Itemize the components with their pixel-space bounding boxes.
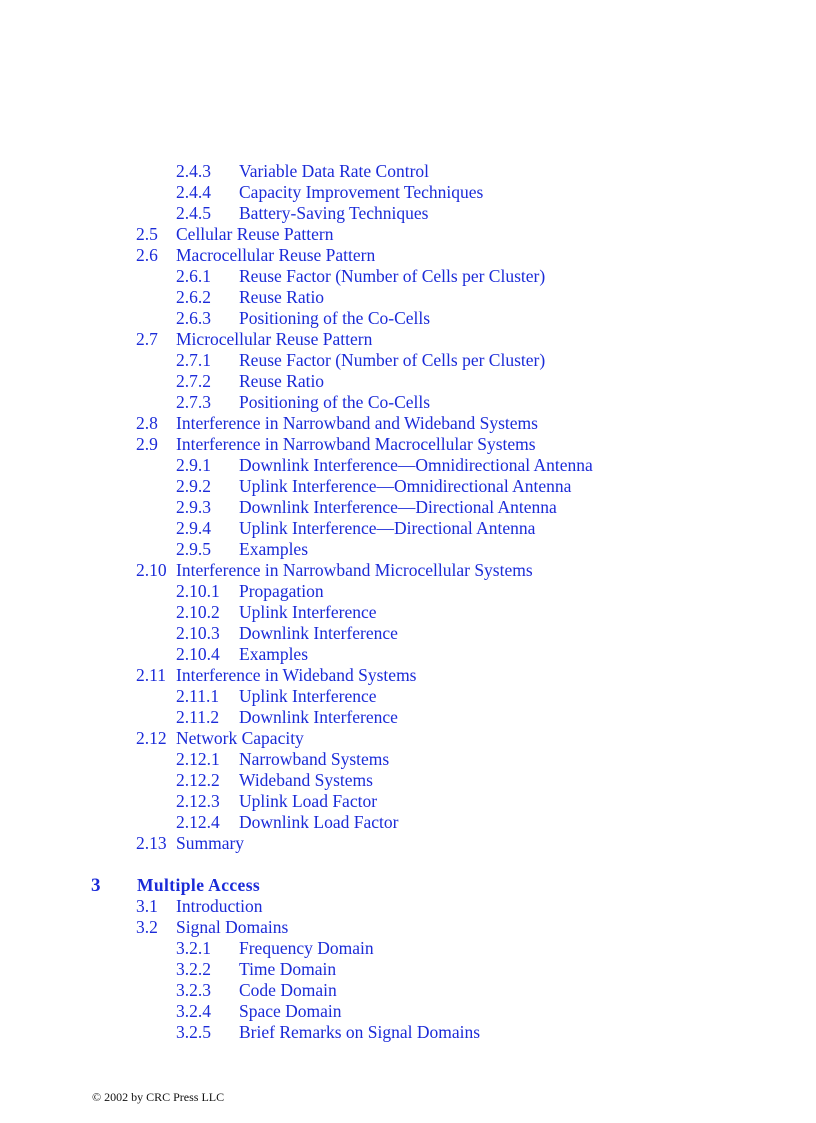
toc-entry-title: Space Domain xyxy=(239,1001,342,1021)
toc-section-link[interactable] xyxy=(0,728,816,749)
toc-entry-title: Wideband Systems xyxy=(239,770,373,790)
toc-entry-title: Interference in Narrowband and Wideband Systems xyxy=(176,413,538,433)
toc-subsection-link[interactable] xyxy=(0,350,816,371)
toc-entry-title: Network Capacity xyxy=(176,728,304,748)
toc-entry-number: 3.2.3 xyxy=(176,980,211,1000)
toc-section-link[interactable] xyxy=(0,245,816,266)
toc-section-link[interactable] xyxy=(0,434,816,455)
toc-entry-number: 2.6.2 xyxy=(176,287,211,307)
toc-entry-number: 2.10.1 xyxy=(176,581,220,601)
toc-entry-number: 2.4.5 xyxy=(176,203,211,223)
toc-entry-number: 2.4.3 xyxy=(176,161,211,181)
toc-subsection-link[interactable] xyxy=(0,371,816,392)
toc-chapter-link[interactable] xyxy=(0,875,816,896)
toc-subsection-link[interactable] xyxy=(0,623,816,644)
toc-entry-number: 3.1 xyxy=(136,896,158,916)
toc-entry-title: Uplink Interference—Directional Antenna xyxy=(239,518,536,538)
toc-entry-title: Cellular Reuse Pattern xyxy=(176,224,334,244)
toc-entry-number: 2.12.2 xyxy=(176,770,220,790)
toc-entry-number: 2.9.1 xyxy=(176,455,211,475)
toc-entry-number: 2.11.1 xyxy=(176,686,220,706)
toc-section-link[interactable] xyxy=(0,413,816,434)
toc-entry-number: 3.2 xyxy=(136,917,158,937)
toc-entry-number: 2.6 xyxy=(136,245,158,265)
toc-entry-number: 3.2.5 xyxy=(176,1022,211,1042)
toc-subsection-link[interactable] xyxy=(0,287,816,308)
toc-subsection-link[interactable] xyxy=(0,161,816,182)
toc-entry-number: 2.9.3 xyxy=(176,497,211,517)
toc-subsection-link[interactable] xyxy=(0,266,816,287)
toc-subsection-link[interactable] xyxy=(0,686,816,707)
toc-entry-number: 2.7 xyxy=(136,329,158,349)
toc-entry-title: Time Domain xyxy=(239,959,337,979)
toc-entry-number: 2.7.3 xyxy=(176,392,211,412)
toc-subsection-link[interactable] xyxy=(0,980,816,1001)
toc-entry-number: 3.2.2 xyxy=(176,959,211,979)
toc-section-link[interactable] xyxy=(0,329,816,350)
toc-subsection-link[interactable] xyxy=(0,539,816,560)
toc-entry-number: 2.11 xyxy=(136,665,166,685)
table-of-contents xyxy=(0,161,816,1043)
toc-entry-number: 2.10 xyxy=(136,560,167,580)
toc-entry-number: 2.12.3 xyxy=(176,791,220,811)
toc-entry-title: Downlink Load Factor xyxy=(239,812,399,832)
toc-entry-title: Signal Domains xyxy=(176,917,289,937)
toc-entry-title: Reuse Ratio xyxy=(239,287,325,307)
toc-entry-title: Reuse Factor (Number of Cells per Cluster) xyxy=(239,350,546,370)
toc-subsection-link[interactable] xyxy=(0,203,816,224)
toc-entry-title: Brief Remarks on Signal Domains xyxy=(239,1022,481,1042)
toc-entry-title: Uplink Load Factor xyxy=(239,791,378,811)
toc-subsection-link[interactable] xyxy=(0,791,816,812)
toc-section-link[interactable] xyxy=(0,917,816,938)
toc-entry-title: Downlink Interference xyxy=(239,707,398,727)
toc-entry-title: Downlink Interference—Omnidirectional Antenna xyxy=(239,455,593,475)
toc-subsection-link[interactable] xyxy=(0,770,816,791)
toc-entry-number: 2.6.1 xyxy=(176,266,211,286)
toc-entry-number: 2.10.2 xyxy=(176,602,220,622)
toc-entry-number: 2.13 xyxy=(136,833,167,853)
toc-entry-title: Interference in Wideband Systems xyxy=(176,665,417,685)
toc-entry-number: 2.9.2 xyxy=(176,476,211,496)
toc-entry-number: 2.10.4 xyxy=(176,644,220,664)
toc-entry-title: Macrocellular Reuse Pattern xyxy=(176,245,376,265)
toc-subsection-link[interactable] xyxy=(0,476,816,497)
toc-entry-number: 2.11.2 xyxy=(176,707,220,727)
toc-entry-title: Positioning of the Co-Cells xyxy=(239,308,431,328)
toc-entry-number: 2.10.3 xyxy=(176,623,220,643)
toc-entry-title: Microcellular Reuse Pattern xyxy=(176,329,373,349)
toc-entry-title: Summary xyxy=(176,833,245,853)
toc-entry-title: Variable Data Rate Control xyxy=(239,161,430,181)
toc-section-link[interactable] xyxy=(0,896,816,917)
toc-subsection-link[interactable] xyxy=(0,812,816,833)
toc-section-link[interactable] xyxy=(0,224,816,245)
toc-subsection-link[interactable] xyxy=(0,938,816,959)
toc-entry-number: 2.5 xyxy=(136,224,158,244)
toc-section-link[interactable] xyxy=(0,665,816,686)
toc-subsection-link[interactable] xyxy=(0,497,816,518)
copyright-footer: © 2002 by CRC Press LLC xyxy=(92,1090,225,1104)
toc-entry-title: Narrowband Systems xyxy=(239,749,390,769)
toc-entry-number: 2.6.3 xyxy=(176,308,211,328)
chapter-spacer xyxy=(0,854,816,875)
toc-subsection-link[interactable] xyxy=(0,602,816,623)
toc-entry-title: Reuse Factor (Number of Cells per Cluster) xyxy=(239,266,546,286)
toc-entry-title: Uplink Interference xyxy=(239,686,377,706)
toc-entry-title: Examples xyxy=(239,539,309,559)
toc-entry-number: 2.8 xyxy=(136,413,158,433)
toc-entry-number: 2.12.1 xyxy=(176,749,220,769)
toc-entry-title: Interference in Narrowband Macrocellular Systems xyxy=(176,434,536,454)
toc-entry-title: Capacity Improvement Techniques xyxy=(239,182,484,202)
chapter-number: 3 xyxy=(91,875,101,896)
toc-subsection-link[interactable] xyxy=(0,518,816,539)
toc-entry-number: 2.9.5 xyxy=(176,539,211,559)
toc-entry-title: Propagation xyxy=(239,581,324,601)
toc-entry-title: Battery-Saving Techniques xyxy=(239,203,429,223)
toc-entry-title: Code Domain xyxy=(239,980,337,1000)
toc-entry-number: 2.4.4 xyxy=(176,182,211,202)
toc-subsection-link[interactable] xyxy=(0,581,816,602)
chapter-title: Multiple Access xyxy=(137,875,261,895)
toc-subsection-link[interactable] xyxy=(0,455,816,476)
toc-subsection-link[interactable] xyxy=(0,1022,816,1043)
toc-subsection-link[interactable] xyxy=(0,1001,816,1022)
toc-subsection-link[interactable] xyxy=(0,308,816,329)
toc-entry-title: Introduction xyxy=(176,896,263,916)
toc-entry-title: Interference in Narrowband Microcellular Systems xyxy=(176,560,533,580)
toc-subsection-link[interactable] xyxy=(0,959,816,980)
toc-entry-number: 3.2.4 xyxy=(176,1001,211,1021)
toc-entry-number: 2.12.4 xyxy=(176,812,220,832)
toc-subsection-link[interactable] xyxy=(0,392,816,413)
toc-entry-number: 2.12 xyxy=(136,728,167,748)
toc-entry-number: 2.9 xyxy=(136,434,158,454)
toc-subsection-link[interactable] xyxy=(0,182,816,203)
toc-subsection-link[interactable] xyxy=(0,707,816,728)
toc-subsection-link[interactable] xyxy=(0,644,816,665)
toc-entry-title: Downlink Interference—Directional Antenna xyxy=(239,497,557,517)
toc-entry-title: Frequency Domain xyxy=(239,938,374,958)
toc-section-link[interactable] xyxy=(0,833,816,854)
toc-entry-title: Downlink Interference xyxy=(239,623,398,643)
toc-entry-number: 3.2.1 xyxy=(176,938,211,958)
toc-entry-title: Reuse Ratio xyxy=(239,371,325,391)
toc-entry-title: Examples xyxy=(239,644,309,664)
toc-subsection-link[interactable] xyxy=(0,749,816,770)
toc-entry-title: Uplink Interference—Omnidirectional Antenna xyxy=(239,476,572,496)
toc-entry-title: Uplink Interference xyxy=(239,602,377,622)
toc-entry-title: Positioning of the Co-Cells xyxy=(239,392,431,412)
toc-entry-number: 2.7.2 xyxy=(176,371,211,391)
toc-entry-number: 2.7.1 xyxy=(176,350,211,370)
toc-section-link[interactable] xyxy=(0,560,816,581)
toc-entry-number: 2.9.4 xyxy=(176,518,211,538)
